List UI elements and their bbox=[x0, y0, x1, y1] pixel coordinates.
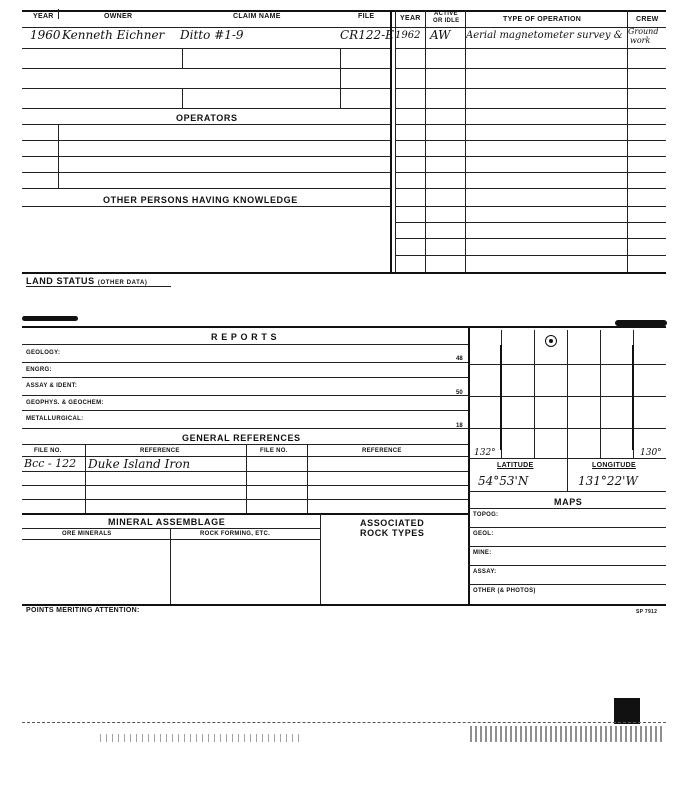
col-line bbox=[58, 124, 59, 188]
grid-line bbox=[468, 364, 666, 365]
grid-line bbox=[600, 330, 601, 458]
row-line bbox=[22, 428, 468, 429]
hand-drawn-line bbox=[632, 345, 634, 450]
land-status-label: LAND STATUS bbox=[26, 276, 95, 286]
ref-file-no: FILE NO. bbox=[34, 448, 62, 454]
row-line bbox=[395, 188, 666, 189]
longitude-label: LONGITUDE bbox=[592, 462, 636, 469]
row-line bbox=[395, 124, 666, 125]
associated-rock-2: ROCK TYPES bbox=[360, 528, 425, 538]
col-line bbox=[627, 10, 628, 272]
latitude-label: LATITUDE bbox=[497, 462, 534, 469]
map-topog: TOPOG: bbox=[473, 512, 499, 518]
form-number: SP 7912 bbox=[636, 609, 658, 615]
land-status-title bbox=[26, 276, 148, 286]
entry-operation: Aerial magnetometer survey & bbox=[466, 30, 623, 41]
row-line bbox=[22, 485, 468, 486]
row-line bbox=[22, 377, 468, 378]
section-rule bbox=[22, 326, 666, 328]
row-line bbox=[22, 410, 468, 411]
ref-entry-reference: Duke Island Iron bbox=[88, 457, 191, 471]
hand-drawn-line bbox=[500, 345, 502, 450]
header-tick bbox=[58, 9, 59, 19]
col-line bbox=[320, 513, 321, 604]
report-geology: GEOLOGY: bbox=[26, 350, 61, 356]
row-line bbox=[22, 362, 468, 363]
entry-status: AW bbox=[430, 28, 451, 42]
row-line bbox=[22, 172, 390, 173]
col-line bbox=[340, 48, 341, 108]
entry-crew-1: Ground bbox=[628, 27, 659, 36]
top-rule bbox=[22, 10, 666, 12]
map-other: OTHER (& PHOTOS) bbox=[473, 588, 536, 594]
land-status-underline bbox=[26, 286, 171, 287]
row-line bbox=[22, 395, 468, 396]
header-type-of-operation: TYPE OF OPERATION bbox=[503, 16, 582, 23]
row-line bbox=[395, 206, 666, 207]
map-mine: MINE: bbox=[473, 550, 492, 556]
grid-line bbox=[567, 330, 568, 458]
col-line bbox=[465, 10, 466, 272]
row-line bbox=[22, 140, 390, 141]
col-line bbox=[182, 48, 183, 68]
entry-year: 1960 bbox=[30, 28, 61, 42]
report-metallurgical: METALLURGICAL: bbox=[26, 416, 84, 422]
entry-year-2: 1962 bbox=[395, 30, 421, 41]
col-line bbox=[85, 444, 86, 513]
ink-blot bbox=[614, 698, 640, 724]
row-line bbox=[395, 222, 666, 223]
latitude-value: 54°53'N bbox=[478, 474, 529, 488]
row-line bbox=[22, 499, 468, 500]
report-num-50: 50 bbox=[456, 390, 463, 396]
land-status-sub: (OTHER DATA) bbox=[97, 280, 148, 286]
row-line bbox=[22, 344, 468, 345]
header-or-idle: OR IDLE bbox=[433, 18, 460, 24]
grid-line bbox=[468, 428, 666, 429]
mineral-assemblage-title: MINERAL ASSEMBLAGE bbox=[108, 517, 226, 527]
header-owner: OWNER bbox=[104, 13, 133, 20]
location-marker-icon bbox=[545, 335, 557, 347]
row-line bbox=[395, 108, 666, 109]
lon-right: 130° bbox=[640, 448, 662, 458]
row-line bbox=[22, 88, 390, 89]
row-line bbox=[22, 528, 320, 529]
col-line bbox=[425, 10, 426, 272]
scan-artifact-line bbox=[22, 722, 666, 723]
report-assay: ASSAY & IDENT: bbox=[26, 383, 78, 389]
other-persons-title: OTHER PERSONS HAVING KNOWLEDGE bbox=[103, 195, 298, 205]
col-line bbox=[246, 444, 247, 513]
longitude-value: 131°22'W bbox=[578, 474, 638, 488]
divider bbox=[390, 10, 392, 272]
rock-forming: ROCK FORMING, ETC. bbox=[200, 531, 271, 537]
row-line bbox=[22, 539, 320, 540]
associated-rock-1: ASSOCIATED bbox=[360, 518, 425, 528]
row-line bbox=[22, 156, 390, 157]
location-marker-dot bbox=[549, 339, 553, 343]
row-line bbox=[22, 188, 390, 189]
report-engrg: ENGRG: bbox=[26, 367, 52, 373]
row-line bbox=[468, 546, 666, 547]
section-rule bbox=[22, 513, 468, 515]
row-line bbox=[22, 68, 390, 69]
row-line bbox=[468, 565, 666, 566]
row-line bbox=[22, 444, 468, 445]
row-line bbox=[395, 238, 666, 239]
entry-crew-2: work bbox=[630, 36, 651, 45]
header-year-2: YEAR bbox=[400, 15, 421, 22]
report-num-18: 18 bbox=[456, 423, 463, 429]
operators-title: OPERATORS bbox=[176, 113, 238, 123]
section-rule bbox=[22, 272, 666, 274]
row-line bbox=[468, 491, 666, 492]
map-geol: GEOL: bbox=[473, 531, 494, 537]
col-line bbox=[395, 10, 396, 272]
row-line bbox=[468, 508, 666, 509]
row-line bbox=[395, 48, 666, 49]
grid-line bbox=[468, 396, 666, 397]
reports-title: R E P O R T S bbox=[211, 332, 278, 342]
col-line bbox=[307, 444, 308, 513]
points-meriting-attention: POINTS MERITING ATTENTION: bbox=[26, 607, 140, 614]
row-line bbox=[22, 124, 390, 125]
row-line bbox=[395, 68, 666, 69]
row-line bbox=[22, 471, 468, 472]
ink-blot bbox=[22, 316, 78, 321]
col-line bbox=[567, 458, 568, 491]
header-crew: CREW bbox=[636, 16, 659, 23]
row-line bbox=[395, 140, 666, 141]
ref-reference-2: REFERENCE bbox=[362, 448, 402, 454]
maps-title: MAPS bbox=[554, 497, 583, 507]
row-line bbox=[22, 206, 390, 207]
grid-line bbox=[534, 330, 535, 458]
report-num-48: 48 bbox=[456, 356, 463, 362]
scan-artifact-noise bbox=[470, 726, 665, 742]
row-line bbox=[395, 255, 666, 256]
lon-left: 132° bbox=[474, 448, 496, 458]
row-line bbox=[395, 172, 666, 173]
ref-reference: REFERENCE bbox=[140, 448, 180, 454]
header-year: YEAR bbox=[33, 13, 54, 20]
ref-file-no-2: FILE NO. bbox=[260, 448, 288, 454]
ore-minerals: ORE MINERALS bbox=[62, 531, 112, 537]
general-references-title: GENERAL REFERENCES bbox=[182, 433, 301, 443]
header-claim-name: CLAIM NAME bbox=[233, 13, 281, 20]
report-geophys: GEOPHYS. & GEOCHEM: bbox=[26, 400, 104, 406]
row-line bbox=[468, 584, 666, 585]
row-line bbox=[22, 48, 390, 49]
header-file: FILE bbox=[358, 13, 375, 20]
header-active: ACTIVE bbox=[434, 11, 458, 17]
row-line bbox=[395, 88, 666, 89]
scan-artifact-noise bbox=[100, 734, 300, 742]
ref-entry-file: Bcc - 122 bbox=[24, 457, 77, 470]
map-assay: ASSAY: bbox=[473, 569, 497, 575]
row-line bbox=[468, 527, 666, 528]
divider bbox=[468, 326, 470, 604]
col-line bbox=[182, 88, 183, 108]
col-line bbox=[170, 528, 171, 604]
entry-file: CR122-E bbox=[340, 28, 394, 42]
entry-claim: Ditto #1-9 bbox=[180, 28, 244, 42]
row-line bbox=[22, 108, 390, 109]
row-line bbox=[395, 156, 666, 157]
entry-owner: Kenneth Eichner bbox=[62, 28, 165, 42]
section-rule bbox=[22, 604, 666, 606]
